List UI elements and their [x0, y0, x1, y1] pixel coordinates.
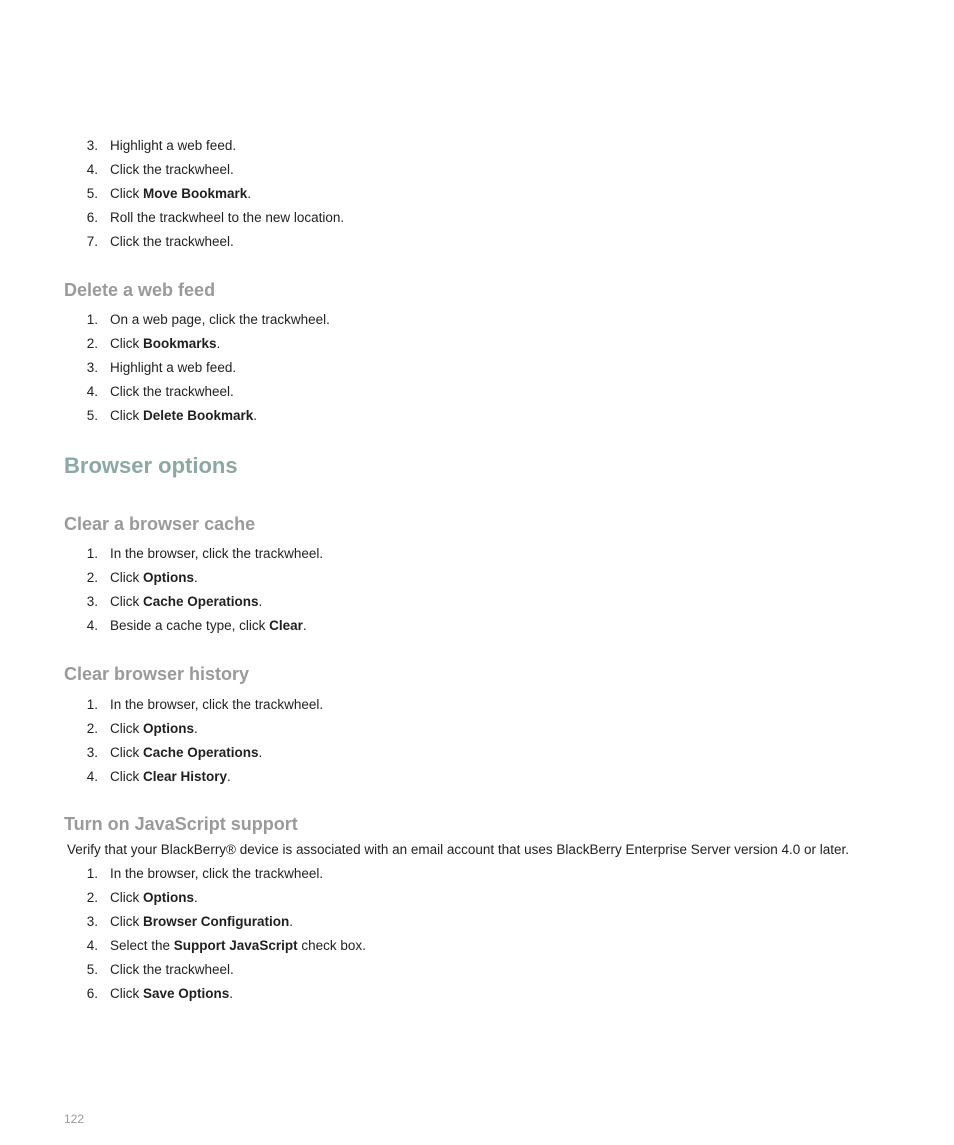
step-number: 3.: [86, 138, 98, 153]
step-item: [0, 693, 954, 717]
heading-clear-browser-cache: Clear a browser cache: [64, 514, 256, 534]
step-item: [0, 741, 954, 765]
step-item: [0, 158, 954, 182]
step-text: [110, 356, 236, 380]
step-text: [110, 693, 323, 717]
step-number: 1.: [86, 866, 98, 881]
step-number: 3.: [86, 914, 98, 929]
step-ui-label: Move Bookmark: [143, 186, 248, 201]
step-text-suffix: .: [194, 570, 198, 585]
step-text-suffix: .: [302, 618, 307, 633]
step-text-plain: Click: [110, 769, 143, 784]
step-text-plain: Select the: [110, 938, 174, 953]
step-text-suffix: .: [194, 721, 198, 736]
heading-delete-web-feed: Delete a web feed: [64, 280, 216, 300]
step-text-plain: Click the trackwheel.: [110, 384, 234, 399]
step-text-plain: Highlight a web feed.: [110, 138, 237, 153]
step-text: [110, 206, 344, 230]
step-item: [0, 982, 954, 1006]
steps-list-javascript: [0, 862, 954, 1006]
step-text: [110, 765, 231, 789]
step-item: [0, 332, 954, 356]
step-item: [0, 934, 954, 958]
step-text: [110, 380, 234, 404]
step-text-plain: Beside a cache type, click: [110, 618, 270, 633]
step-number: 3.: [86, 594, 98, 609]
step-text-suffix: .: [253, 408, 258, 423]
step-item: [0, 958, 954, 982]
step-text: [110, 134, 236, 158]
step-item: [0, 134, 954, 158]
step-item: [0, 886, 954, 910]
step-number: 4.: [86, 769, 98, 784]
step-item: [0, 590, 954, 614]
step-ui-label: Browser Configuration: [143, 914, 290, 929]
step-text-plain: Click: [110, 914, 143, 929]
step-ui-label: Delete Bookmark: [143, 408, 254, 423]
step-ui-label: Options: [143, 721, 194, 736]
step-number: 4.: [86, 938, 98, 953]
step-ui-label: Options: [143, 570, 194, 585]
step-text: [110, 934, 366, 958]
step-number: 2.: [86, 570, 98, 585]
step-text-suffix: .: [258, 745, 263, 760]
step-text-plain: Click: [110, 186, 143, 201]
step-ui-label: Support JavaScript: [173, 938, 298, 953]
step-number: 4.: [86, 384, 98, 399]
step-number: 1.: [86, 546, 98, 561]
step-ui-label: Bookmarks: [143, 336, 217, 351]
step-text-plain: On a web page, click the trackwheel.: [110, 312, 330, 327]
step-item: [0, 542, 954, 566]
step-text: [110, 958, 234, 982]
step-item: [0, 765, 954, 789]
step-item: [0, 308, 954, 332]
step-text-plain: Click: [110, 890, 143, 905]
step-number: 2.: [86, 336, 98, 351]
step-number: 6.: [86, 210, 98, 225]
step-item: [0, 404, 954, 428]
step-text-suffix: .: [227, 769, 231, 784]
step-text: [110, 566, 198, 590]
step-item: [0, 717, 954, 741]
step-item: [0, 356, 954, 380]
step-text: [110, 308, 330, 332]
step-number: 2.: [86, 721, 98, 736]
step-ui-label: Options: [143, 890, 194, 905]
step-text-suffix: .: [289, 914, 294, 929]
step-item: [0, 862, 954, 886]
step-text-plain: Click: [110, 721, 143, 736]
step-text: [110, 910, 293, 934]
step-item: [0, 230, 954, 254]
step-ui-label: Cache Operations: [143, 594, 259, 609]
step-ui-label: Clear: [269, 618, 303, 633]
step-text-plain: In the browser, click the trackwheel.: [110, 546, 324, 561]
step-text-plain: Click: [110, 408, 143, 423]
javascript-intro-text: Verify that your BlackBerry® device is associated with an email account that uses BlackBerry Enterprise Server version 4.0 or later.: [67, 842, 850, 857]
steps-list-clear-cache: [0, 542, 954, 638]
step-text-plain: Click: [110, 986, 143, 1001]
step-number: 1.: [86, 312, 98, 327]
step-text: [110, 741, 262, 765]
steps-list-clear-history: [0, 693, 954, 789]
step-text-plain: Click: [110, 570, 143, 585]
step-text-suffix: .: [194, 890, 198, 905]
step-number: 3.: [86, 745, 98, 760]
step-text-suffix: .: [216, 336, 221, 351]
step-item: [0, 910, 954, 934]
step-text: [110, 332, 220, 356]
step-number: 3.: [86, 360, 98, 375]
page-number: 122: [64, 1112, 85, 1126]
step-text-plain: Click the trackwheel.: [110, 162, 234, 177]
step-ui-label: Cache Operations: [143, 745, 259, 760]
step-text-plain: Click: [110, 336, 143, 351]
step-text: [110, 542, 323, 566]
step-ui-label: Clear History: [143, 769, 228, 784]
step-text-plain: Click: [110, 594, 143, 609]
heading-clear-browser-history: Clear browser history: [64, 664, 250, 684]
step-number: 4.: [86, 618, 98, 633]
step-text: [110, 886, 198, 910]
step-item: [0, 614, 954, 638]
step-text-plain: In the browser, click the trackwheel.: [110, 697, 324, 712]
step-text-suffix: .: [247, 186, 252, 201]
steps-list-move-bookmark: [0, 134, 954, 254]
step-item: [0, 206, 954, 230]
step-text-plain: Click: [110, 745, 143, 760]
step-text: [110, 862, 323, 886]
step-text: [110, 590, 262, 614]
step-text-plain: Click the trackwheel.: [110, 234, 234, 249]
step-text: [110, 182, 251, 206]
step-text-plain: Click the trackwheel.: [110, 962, 234, 977]
step-item: [0, 566, 954, 590]
step-number: 2.: [86, 890, 98, 905]
step-text: [110, 614, 307, 638]
step-number: 5.: [86, 186, 98, 201]
step-text-suffix: .: [229, 986, 234, 1001]
step-text-suffix: check box.: [297, 938, 366, 953]
step-number: 6.: [86, 986, 98, 1001]
step-number: 4.: [86, 162, 98, 177]
steps-list-delete-web-feed: [0, 308, 954, 428]
step-item: [0, 182, 954, 206]
step-item: [0, 380, 954, 404]
step-text-plain: Roll the trackwheel to the new location.: [110, 210, 345, 225]
step-text-suffix: .: [258, 594, 263, 609]
step-text: [110, 982, 233, 1006]
step-number: 7.: [86, 234, 98, 249]
step-text-plain: In the browser, click the trackwheel.: [110, 866, 324, 881]
step-text-plain: Highlight a web feed.: [110, 360, 237, 375]
step-text: [110, 158, 234, 182]
step-number: 5.: [86, 408, 98, 423]
step-number: 5.: [86, 962, 98, 977]
step-text: [110, 404, 257, 428]
step-text: [110, 717, 198, 741]
step-text: [110, 230, 234, 254]
step-number: 1.: [86, 697, 98, 712]
heading-browser-options: Browser options: [64, 453, 238, 478]
heading-turn-on-javascript: Turn on JavaScript support: [64, 814, 298, 834]
step-ui-label: Save Options: [143, 986, 230, 1001]
